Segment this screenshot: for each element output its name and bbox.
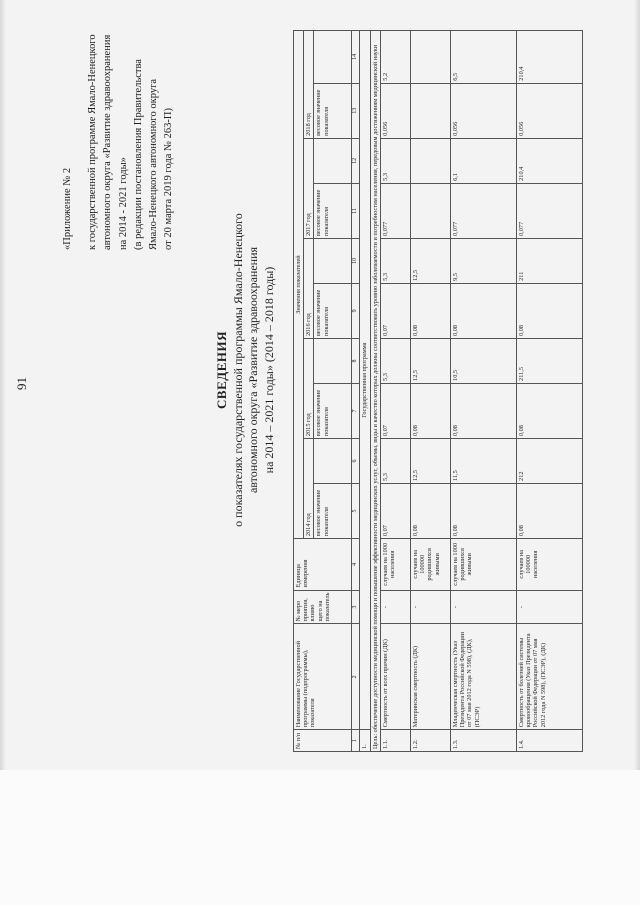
row-event: - bbox=[516, 590, 582, 624]
column-number: 7 bbox=[352, 383, 360, 438]
weight-header: весовое значение показателя bbox=[314, 183, 352, 238]
row-value: 11,5 bbox=[450, 439, 516, 484]
table-row bbox=[516, 31, 582, 752]
row-value: 0,056 bbox=[516, 83, 582, 138]
column-number: 2 bbox=[352, 624, 360, 730]
col-header-no: № п/п bbox=[294, 730, 352, 752]
row-value: 0,07 bbox=[380, 483, 410, 538]
document-title bbox=[214, 110, 278, 630]
title-line: о показателях государственной программы Ямало-Ненецкого bbox=[230, 213, 245, 527]
row-value: 9,5 bbox=[450, 239, 516, 284]
row-value: 211,5 bbox=[516, 339, 582, 384]
row-unit: случаев на 1000 населения bbox=[380, 539, 410, 590]
row-name: Младенческая смертность (Указ Президента Российской Федерации от 07 мая 2012 года N 598), (ДК), (ПСЭР) bbox=[450, 624, 516, 730]
col-header-event: № меро приятия, влияю щего на показатель bbox=[294, 590, 352, 624]
year-header: 2018 год bbox=[304, 31, 314, 139]
indicators-table bbox=[293, 30, 583, 752]
row-value: 0,08 bbox=[410, 383, 450, 438]
column-number: 10 bbox=[352, 239, 360, 284]
row-value: 211 bbox=[516, 239, 582, 284]
section-row bbox=[360, 31, 370, 752]
column-number: 4 bbox=[352, 539, 360, 590]
section-number: 1. bbox=[360, 730, 370, 752]
row-event: - bbox=[410, 590, 450, 624]
row-value: 6,5 bbox=[450, 31, 516, 84]
appendix-line: от 20 марта 2019 года № 263-П) bbox=[163, 107, 175, 250]
column-number: 6 bbox=[352, 439, 360, 484]
column-numbers-row bbox=[352, 31, 360, 752]
appendix-number: «Приложение № 2 bbox=[62, 167, 73, 250]
appendix-note bbox=[60, 10, 177, 250]
row-value: 0,07 bbox=[380, 283, 410, 338]
row-value: 210,4 bbox=[516, 31, 582, 84]
row-number: 1.3. bbox=[450, 730, 516, 752]
column-number: 9 bbox=[352, 283, 360, 338]
row-event: - bbox=[380, 590, 410, 624]
row-value: 12,5 bbox=[410, 339, 450, 384]
weight-header: весовое значение показателя bbox=[314, 283, 352, 338]
row-value: 0,056 bbox=[450, 83, 516, 138]
row-value: 0,08 bbox=[516, 383, 582, 438]
page-number: 91 bbox=[14, 377, 29, 390]
row-unit: случаев на 100000 населения bbox=[516, 539, 582, 590]
row-value: 5,2 bbox=[380, 31, 410, 84]
row-value: 0,077 bbox=[450, 183, 516, 238]
header-row-top bbox=[294, 31, 304, 752]
row-unit: случаев на 100000 родившихся живыми bbox=[410, 539, 450, 590]
row-name: Материнская смертность (ДК) bbox=[410, 624, 450, 730]
appendix-line: к государственной программе Ямало-Ненецкого bbox=[87, 34, 99, 250]
row-value: 0,056 bbox=[380, 83, 410, 138]
row-value: 10,5 bbox=[450, 339, 516, 384]
goal-text: Цель: обеспечение доступности медицинской помощи и повышение эффективности медицинских услуг, объемы, виды и качество которых должны соответствовать уровню заболеваемости и потребностям населения, передовым достижениям медицинской науки bbox=[370, 31, 380, 752]
row-value bbox=[410, 138, 450, 183]
row-value: 0,08 bbox=[516, 483, 582, 538]
section-title: Государственная программа bbox=[360, 31, 370, 730]
row-value: 0,08 bbox=[450, 483, 516, 538]
year-header: 2014 год bbox=[304, 439, 314, 539]
row-value: 0,077 bbox=[380, 183, 410, 238]
weight-header: весовое значение показателя bbox=[314, 383, 352, 438]
row-value: 6,1 bbox=[450, 138, 516, 183]
row-value: 0,07 bbox=[380, 383, 410, 438]
title-line: на 2014 – 2021 годы» (2014 – 2018 годы) bbox=[262, 266, 277, 474]
row-value: 5,3 bbox=[380, 439, 410, 484]
column-number: 13 bbox=[352, 83, 360, 138]
col-header-name: Наименование Государственной программы (подпрограммы), показателя bbox=[294, 624, 352, 730]
row-name: Смертность от всех причин (ДК) bbox=[380, 624, 410, 730]
column-number: 12 bbox=[352, 138, 360, 183]
appendix-line: (в редакции постановления Правительства bbox=[132, 59, 144, 250]
year-header: 2017 год bbox=[304, 138, 314, 238]
column-number: 14 bbox=[352, 31, 360, 84]
row-value: 0,077 bbox=[516, 183, 582, 238]
row-value: 212 bbox=[516, 439, 582, 484]
appendix-line: на 2014 - 2021 годы» bbox=[117, 157, 129, 250]
row-value: 5,3 bbox=[380, 339, 410, 384]
table-row bbox=[450, 31, 516, 752]
row-number: 1.1. bbox=[380, 730, 410, 752]
row-value: 5,3 bbox=[380, 239, 410, 284]
row-value bbox=[410, 83, 450, 138]
column-number: 1 bbox=[352, 730, 360, 752]
col-header-values: Значения показателей bbox=[294, 31, 304, 539]
row-number: 1.4. bbox=[516, 730, 582, 752]
row-value: 12,5 bbox=[410, 439, 450, 484]
year-header: 2015 год bbox=[304, 339, 314, 439]
row-value: 0,08 bbox=[450, 283, 516, 338]
title-heading: СВЕДЕНИЯ bbox=[214, 331, 229, 409]
row-value: 0,08 bbox=[410, 283, 450, 338]
row-value bbox=[410, 183, 450, 238]
column-number: 3 bbox=[352, 590, 360, 624]
blank-area bbox=[0, 770, 640, 905]
appendix-line: автономного округа «Развитие здравоохранения bbox=[102, 34, 114, 250]
row-value: 0,08 bbox=[450, 383, 516, 438]
table-row bbox=[410, 31, 450, 752]
row-value: 5,3 bbox=[380, 138, 410, 183]
row-value: 0,08 bbox=[516, 283, 582, 338]
row-number: 1.2. bbox=[410, 730, 450, 752]
weight-header: весовое значение показателя bbox=[314, 83, 352, 138]
year-header: 2016 год bbox=[304, 239, 314, 339]
goal-row bbox=[370, 31, 380, 752]
column-number: 11 bbox=[352, 183, 360, 238]
row-value: 210,4 bbox=[516, 138, 582, 183]
column-number: 8 bbox=[352, 339, 360, 384]
weight-header: весовое значение показателя bbox=[314, 483, 352, 538]
row-name: Смертность от болезней системы кровообращения (Указ Президента Российской Федерации от 07 мая 2012 года N 598), (ПСЭР), (ДК) bbox=[516, 624, 582, 730]
row-value: 12,5 bbox=[410, 239, 450, 284]
title-line: автономного округа «Развитие здравоохранения bbox=[246, 246, 261, 494]
column-number: 5 bbox=[352, 483, 360, 538]
col-header-unit: Единица измерения bbox=[294, 539, 352, 590]
row-unit: случаев на 1000 родившихся живыми bbox=[450, 539, 516, 590]
row-event: - bbox=[450, 590, 516, 624]
row-value bbox=[410, 31, 450, 84]
appendix-line: Ямало-Ненецкого автономного округа bbox=[148, 78, 160, 250]
row-value: 0,08 bbox=[410, 483, 450, 538]
table-row bbox=[380, 31, 410, 752]
